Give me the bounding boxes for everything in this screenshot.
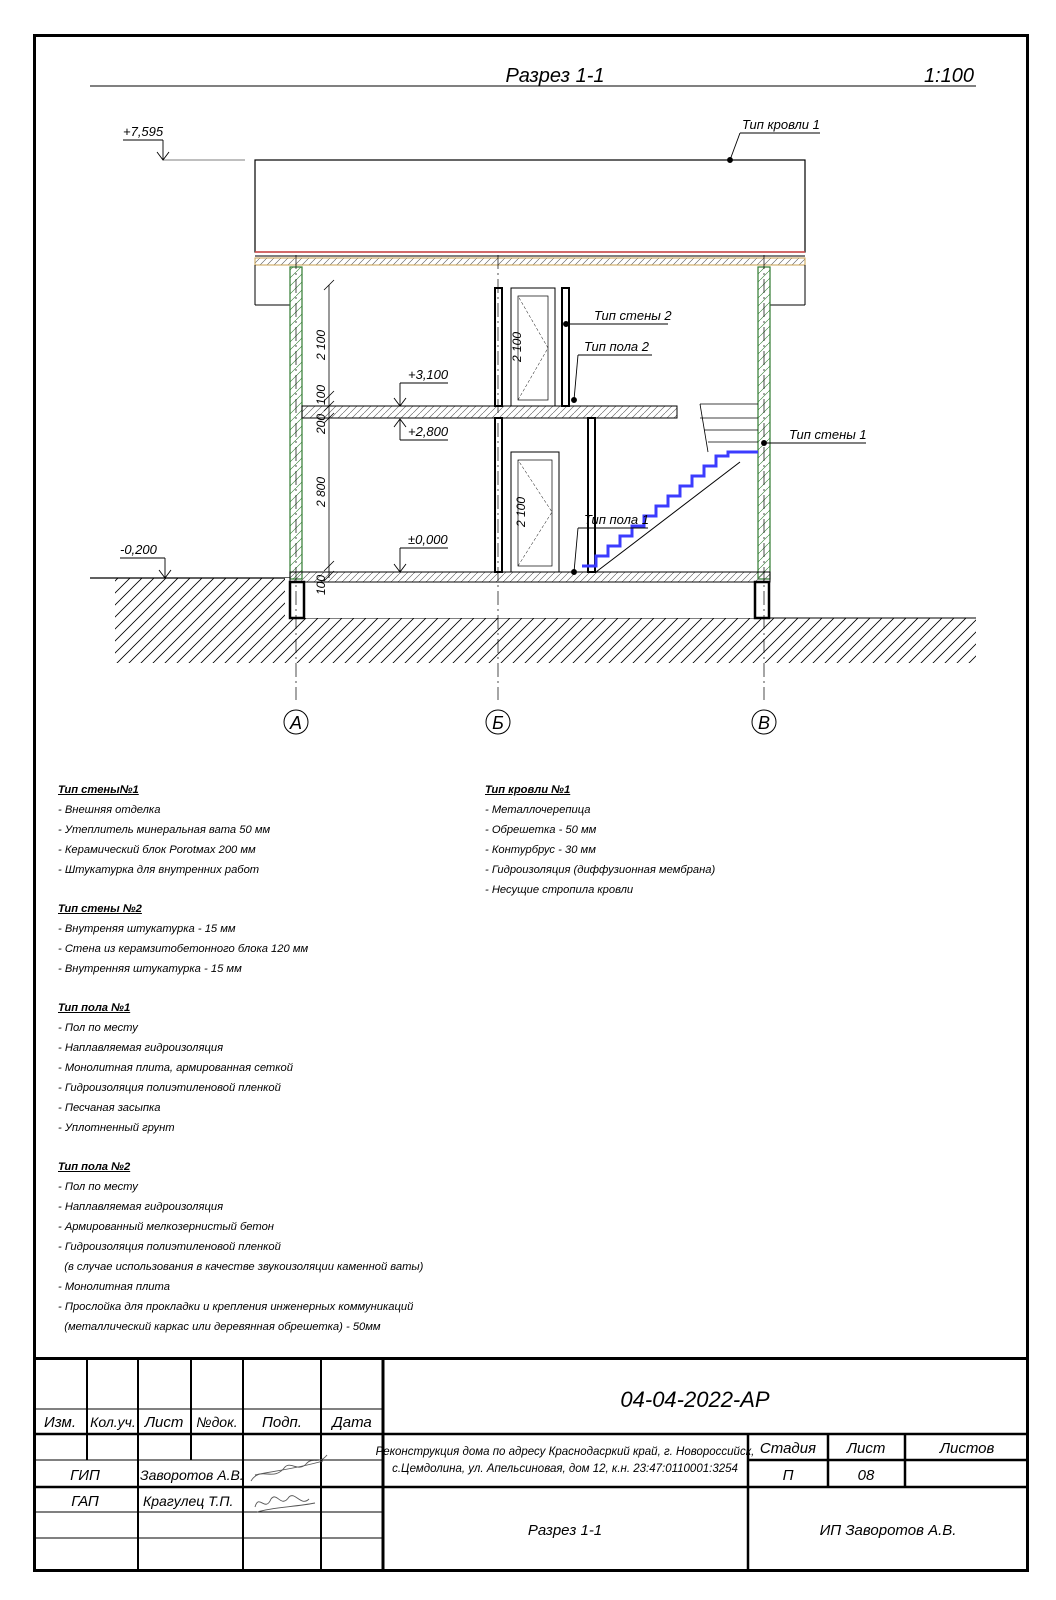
col-list: Лист [144, 1414, 184, 1431]
note-item: - Внутреняя штукатурка - 15 мм [58, 923, 236, 935]
note-heading: Тип кровли №1 [485, 784, 571, 796]
ground-hatch [90, 578, 976, 663]
callout-wall-type-1 [762, 427, 867, 446]
section-title: Разрез 1-1 [505, 65, 605, 87]
notes-right [485, 780, 905, 900]
level-mark-zero [394, 532, 448, 572]
note-item: - Гидроизоляция полиэтиленовой пленкой [58, 1241, 281, 1253]
callout-floor-type-2 [572, 339, 653, 403]
svg-text:Тип стены 2: Тип стены 2 [594, 308, 672, 323]
note-item: - Армированный мелкозернистый бетон [58, 1221, 274, 1233]
svg-text:-0,200: -0,200 [120, 542, 157, 557]
axis-label-a: А [289, 713, 303, 733]
signature-gip [251, 1455, 327, 1481]
role-gap: ГАП [71, 1493, 99, 1510]
stage-value: П [782, 1467, 794, 1484]
note-item: (металлический каркас или деревянная обрешетка) - 50мм [58, 1321, 381, 1333]
document-code: 04-04-2022-АР [620, 1387, 770, 1412]
note-item: - Керамический блок Porotмах 200 мм [58, 844, 256, 856]
sheet-label: Лист [846, 1440, 886, 1457]
dim-door-lower: 2 100 [514, 496, 528, 528]
callout-wall-type-2 [564, 308, 673, 327]
note-item: - Контурбрус - 30 мм [485, 844, 596, 856]
dim-base: 100 [314, 574, 328, 596]
svg-text:Тип стены 1: Тип стены 1 [789, 427, 867, 442]
svg-text:+7,595: +7,595 [123, 124, 164, 139]
level-mark-second-floor [394, 367, 449, 406]
note-item: - Песчаная засыпка [58, 1102, 161, 1114]
name-gip: Заворотов А.В. [140, 1467, 244, 1483]
signature-gap [255, 1496, 315, 1512]
note-heading: Тип стены №2 [58, 903, 142, 915]
col-ndok: №док. [196, 1414, 238, 1430]
note-group-roof-1 [485, 780, 905, 900]
svg-text:Тип кровли 1: Тип кровли 1 [742, 117, 820, 132]
sheets-label: Листов [939, 1440, 995, 1457]
dim-upper-height: 2 100 [314, 329, 328, 361]
level-mark-top [123, 124, 245, 160]
axis-label-v: В [757, 713, 771, 733]
col-izm: Изм. [44, 1414, 76, 1431]
axis-label-b: Б [492, 713, 504, 733]
note-group-wall-2 [58, 899, 478, 979]
note-item: - Гидроизоляция полиэтиленовой пленкой [58, 1082, 281, 1094]
svg-text:Тип пола 1: Тип пола 1 [584, 512, 650, 527]
note-item: - Пол по месту [58, 1022, 138, 1034]
note-item: - Внешняя отделка [58, 804, 161, 816]
note-item: - Прослойка для прокладки и крепления инженерных коммуникаций [58, 1301, 414, 1313]
sheet-title: Разрез 1-1 [527, 1522, 603, 1539]
dim-door-upper: 2 100 [510, 331, 524, 363]
note-item: - Стена из керамзитобетонного блока 120 мм [58, 943, 309, 955]
drawing-header [90, 65, 976, 87]
project-description-line1: Реконструкция дома по адресу Краснодасркий край, г. Новороссийск, [375, 1446, 755, 1458]
sheet-value: 08 [857, 1467, 875, 1484]
title-block [33, 1357, 1029, 1572]
axis-markers [284, 710, 776, 734]
note-item: - Обрешетка - 50 мм [485, 824, 597, 836]
organization-name: ИП Заворотов А.В. [819, 1522, 957, 1539]
role-gip: ГИП [70, 1467, 100, 1484]
level-mark-ground [120, 542, 171, 578]
project-description-line2: с.Цемдолина, ул. Апельсиновая, дом 12, к.н. 23:47:0110001:3254 [392, 1463, 738, 1475]
interior-partitions [495, 288, 595, 572]
note-item: - Монолитная плита, армированная сеткой [58, 1062, 293, 1074]
note-item: - Утеплитель минеральная вата 50 мм [58, 824, 271, 836]
col-kol: Кол.уч. [90, 1414, 136, 1430]
roof-block [255, 160, 805, 305]
note-group-floor-2 [58, 1157, 478, 1337]
note-item: - Наплавляемая гидроизоляция [58, 1201, 224, 1213]
svg-text:Тип пола 2: Тип пола 2 [584, 339, 650, 354]
notes-left [58, 780, 478, 1337]
dim-slab-lower: 200 [314, 413, 328, 435]
stair [582, 404, 758, 572]
section-scale: 1:100 [923, 65, 974, 87]
dim-lower-height: 2 800 [314, 476, 328, 508]
stage-label: Стадия [759, 1440, 817, 1457]
note-item: (в случае использования в качестве звукоизоляции каменной ваты) [58, 1261, 424, 1273]
col-data: Дата [332, 1414, 372, 1431]
note-item: - Несущие стропила кровли [485, 884, 634, 896]
note-item: - Металлочерепица [485, 804, 591, 816]
name-gap: Крагулец Т.П. [143, 1493, 234, 1509]
svg-text:+3,100: +3,100 [408, 367, 449, 382]
note-group-wall-1 [58, 780, 478, 880]
callout-roof-type [728, 117, 821, 163]
col-podp: Подп. [262, 1414, 302, 1431]
note-heading: Тип пола №1 [58, 1002, 131, 1014]
note-item: - Внутренняя штукатурка - 15 мм [58, 963, 242, 975]
note-item: - Наплавляемая гидроизоляция [58, 1042, 224, 1054]
note-item: - Пол по месту [58, 1181, 138, 1193]
note-item: - Штукатурка для внутренних работ [58, 864, 260, 876]
note-group-floor-1 [58, 998, 478, 1138]
note-item: - Монолитная плита [58, 1281, 170, 1293]
svg-text:+2,800: +2,800 [408, 424, 449, 439]
svg-text:±0,000: ±0,000 [408, 532, 448, 547]
note-item: - Гидроизоляция (диффузионная мембрана) [485, 864, 716, 876]
dim-slab-upper: 100 [314, 384, 328, 406]
level-mark-first-ceiling [394, 419, 449, 440]
note-heading: Тип пола №2 [58, 1161, 131, 1173]
note-item: - Уплотненный грунт [58, 1122, 175, 1134]
note-heading: Тип стены№1 [58, 784, 139, 796]
